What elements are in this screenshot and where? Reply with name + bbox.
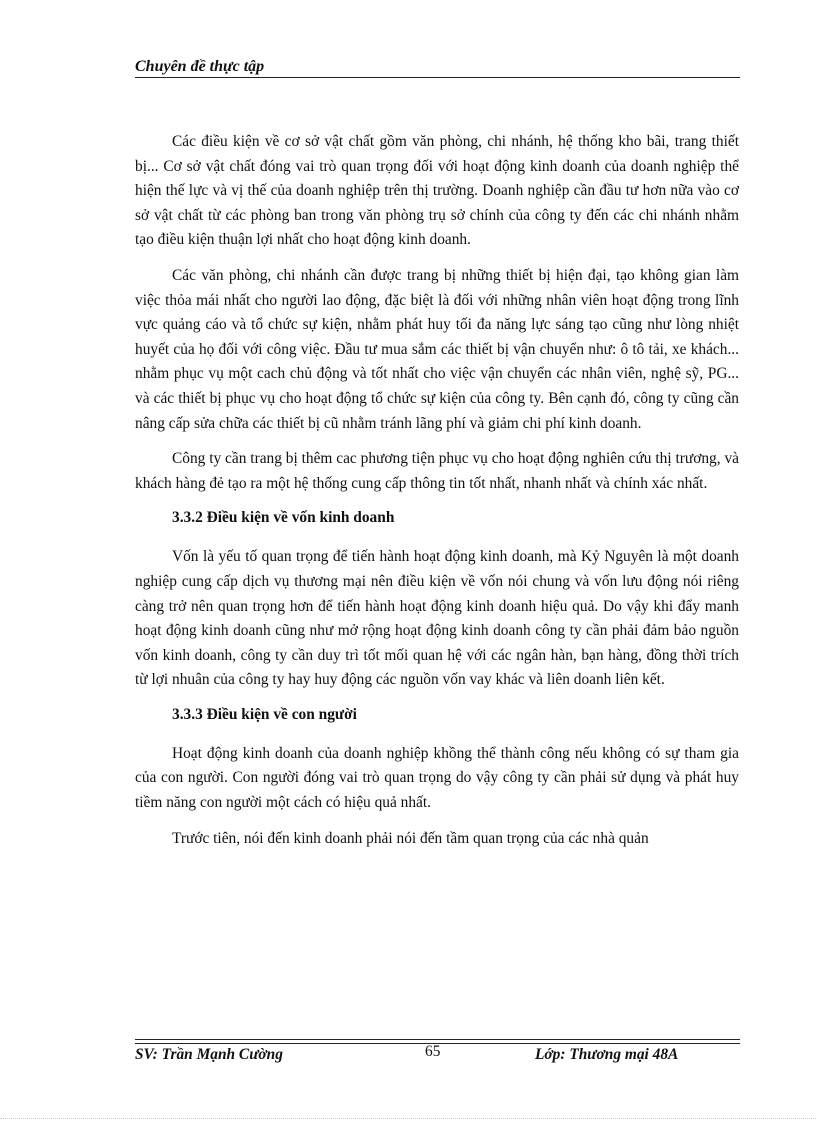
page-body [135, 130, 739, 862]
body-paragraph: Công ty cần trang bị thêm cac phương tiện phục vụ cho hoạt động nghiên cứu thị trương, và khách hàng đẻ tạo ra một hệ thống cung cấp thông tin tốt nhất, nhanh nhất và chính xác nhất. [135, 450, 739, 492]
page-edge-divider [0, 1118, 816, 1119]
body-paragraph: Vốn là yếu tố quan trọng để tiến hành hoạt động kinh doanh, mà Kỷ Nguyên là một doanh nghiệp cung cấp dịch vụ thương mại nên điều kiện về vốn nói chung và vốn lưu động nói riêng càng trở nên quan trọng hơn để tiến hành hoạt động kinh doanh hiệu quả. Do vậy khi đẩy manh hoạt động kinh doanh cũng như mở rộng hoạt động kinh doanh công ty cần phải đảm bảo nguồn vốn kinh doanh, công ty cần duy trì tốt mối quan hệ với các ngân hàn, bạn hàng, đồng thời trích từ lợi nhuân của công ty hay huy động các nguồn vốn vay khác và liên doanh liên kết. [135, 548, 739, 689]
footer-student-name: SV: Trần Mạnh Cường [135, 1046, 283, 1063]
page-number: 65 [425, 1043, 441, 1060]
section-heading-people: 3.3.3 Điều kiện về con người [172, 705, 357, 723]
body-paragraph: Hoạt động kinh doanh của doanh nghiệp khồng thể thành công nếu không có sự tham gia của con người. Con người đóng vai trò quan trọng do vậy công ty cần phải sử dụng và phát huy tiềm năng con người một cách có hiệu quả nhất. [135, 744, 739, 812]
section-heading-capital: 3.3.2 Điều kiện về vốn kinh doanh [172, 509, 395, 527]
footer-rule [135, 1039, 740, 1040]
header-rule [135, 77, 740, 78]
footer-class-name: Lớp: Thương mại 48A [535, 1046, 679, 1063]
body-paragraph: Trước tiên, nói đến kinh doanh phải nói đến tầm quan trọng của các nhà quản [172, 829, 649, 847]
header-title: Chuyên đề thực tập [135, 58, 265, 75]
body-paragraph: Các văn phòng, chi nhánh cần được trang bị những thiết bị hiện đại, tạo không gian làm việc thỏa mái nhất cho người lao động, đặc biệt là đối với những nhân viên hoạt động trong lĩnh vực quảng cáo và tổ chức sự kiện, nhằm phát huy tối đa năng lực sáng tạo cũng như lòng nhiệt huyết của họ đối với công việc. Đầu tư mua sắm các thiết bị vận chuyển như: ô tô tải, xe khách... nhằm phục vụ một cach chủ động và tốt nhất cho việc vận chuyển các nhân viên, nghệ sỹ, PG... và các thiết bị phục vụ cho hoạt động tổ chức sự kiện của công ty. Bên cạnh đó, công ty cũng cần nâng cấp sửa chữa các thiết bị cũ nhằm tránh lãng phí và giảm chi phí kinh doanh. [135, 266, 739, 432]
body-paragraph: Các điều kiện về cơ sở vật chất gồm văn phòng, chi nhánh, hệ thống kho bãi, trang thiết bị... Cơ sở vật chất đóng vai trò quan trọng đối với hoạt động kinh doanh của doanh nghiệp thể hiện thế lực và vị thế của doanh nghiệp trên thị trường. Doanh nghiệp cần đầu tư hơn nữa vào cơ sở vật chất từ các phòng ban trong văn phòng trụ sở chính của công ty đến các chi nhánh nhằm tạo điều kiện thuận lợi nhất cho hoạt động kinh doanh. [135, 133, 739, 249]
